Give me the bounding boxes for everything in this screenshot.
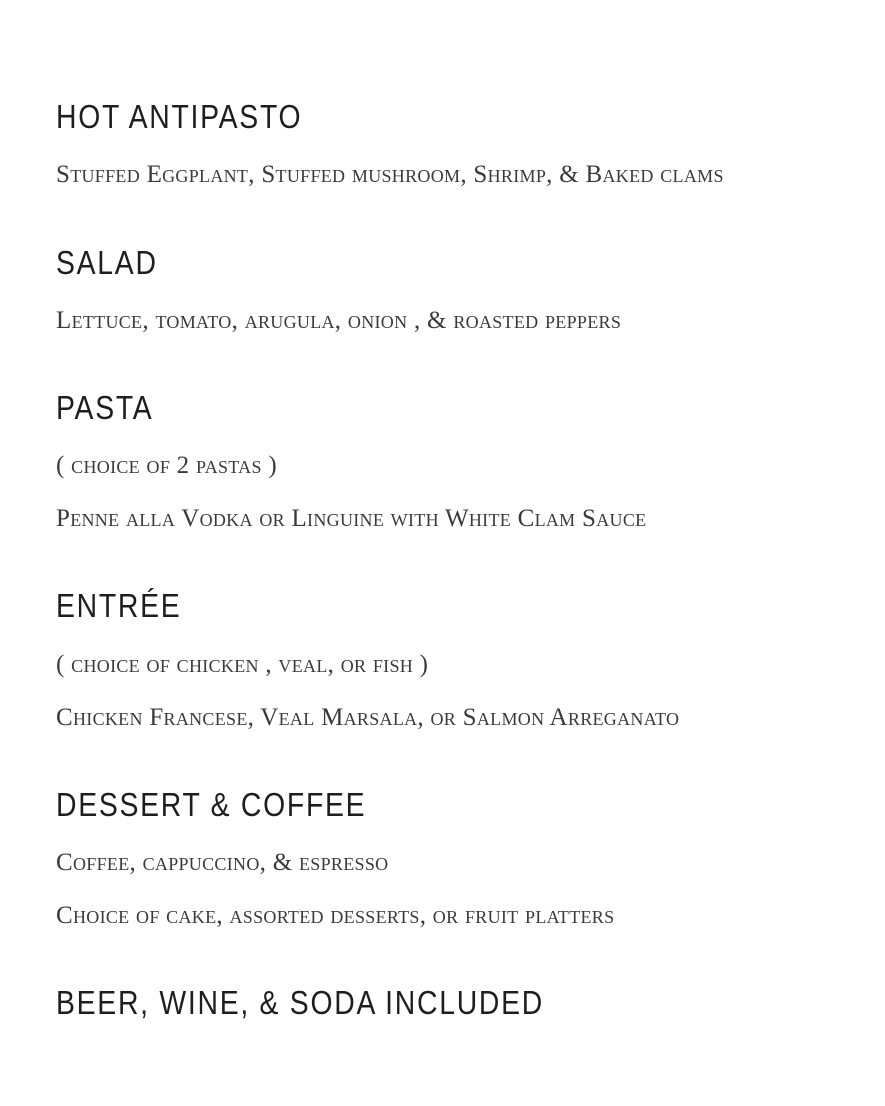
- menu-line: Coffee, cappuccino, & espresso: [56, 849, 389, 876]
- section-heading: HOT ANTIPASTO: [56, 98, 303, 135]
- menu-line: ( choice of chicken , veal, or fish ): [56, 651, 429, 678]
- menu-line: Choice of cake, assorted desserts, or fruit platters: [56, 902, 615, 929]
- section-entree: [56, 587, 680, 731]
- menu-line: ( choice of 2 pastas ): [56, 452, 277, 479]
- section-heading: DESSERT & COFFEE: [56, 786, 367, 823]
- section-heading: BEER, WINE, & SODA INCLUDED: [56, 984, 544, 1021]
- section-heading: ENTRÉE: [56, 587, 182, 624]
- section-salad: [56, 244, 622, 334]
- section-pasta: [56, 389, 647, 532]
- menu-line: Chicken Francese, Veal Marsala, or Salmon Arreganato: [56, 704, 680, 731]
- menu-line: Lettuce, tomato, arugula, onion , & roasted peppers: [56, 307, 622, 334]
- section-hot-antipasto: [56, 98, 724, 188]
- menu-line: Penne alla Vodka or Linguine with White Clam Sauce: [56, 505, 647, 532]
- section-heading: SALAD: [56, 244, 158, 281]
- section-dessert-coffee: [56, 786, 615, 929]
- menu-line: Stuffed Eggplant, Stuffed mushroom, Shrimp, & Baked clams: [56, 161, 724, 188]
- section-beer-wine-soda: [56, 986, 623, 1019]
- section-heading: PASTA: [56, 389, 154, 426]
